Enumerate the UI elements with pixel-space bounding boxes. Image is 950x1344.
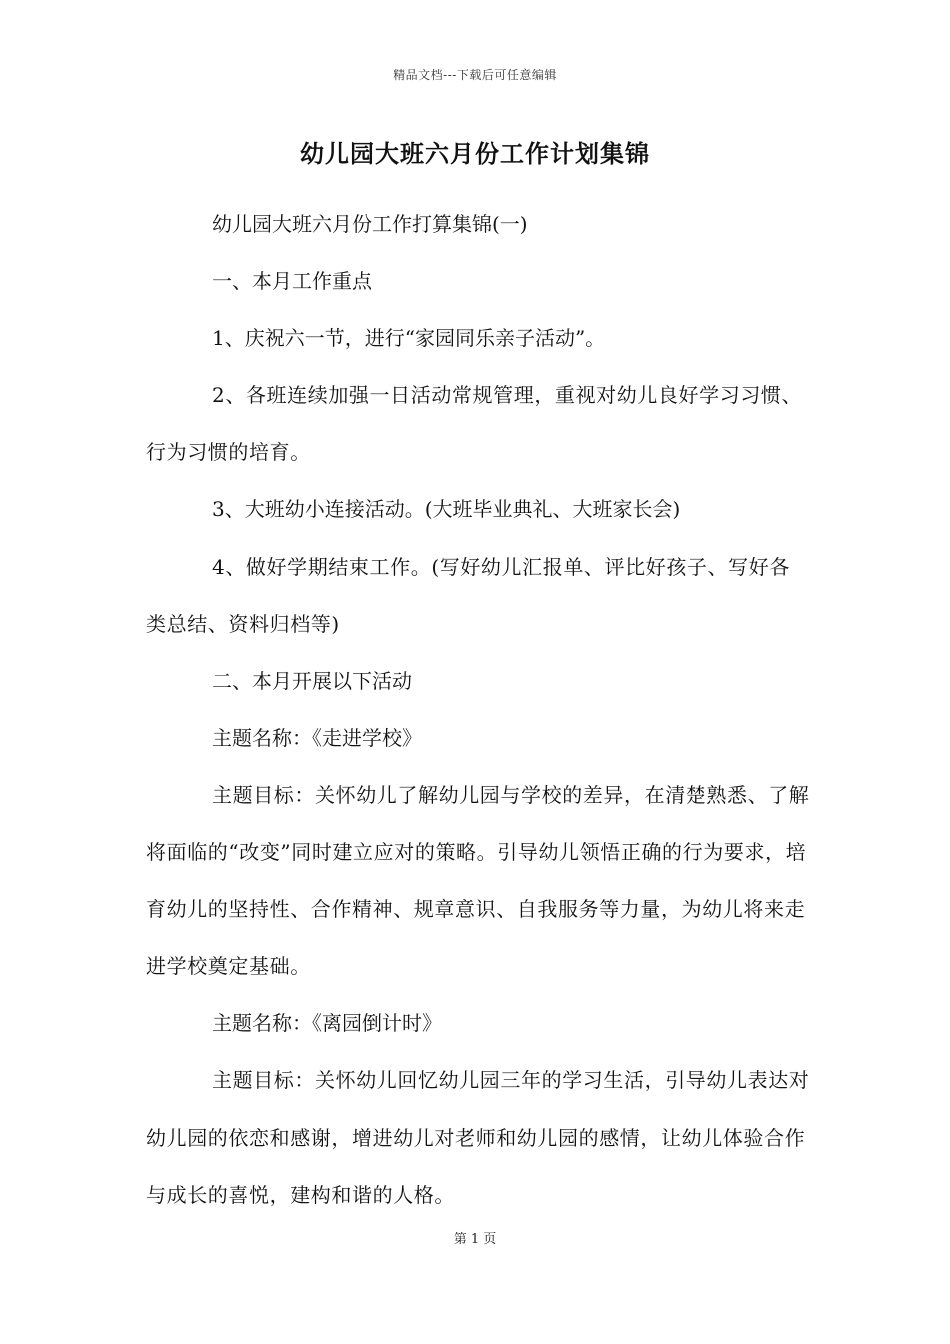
paragraph-theme-goal-2: 主题目标：关怀幼儿回忆幼儿园三年的学习生活，引导幼儿表达对幼儿园的依恋和感谢，增进幼儿对老师和幼儿园的感情，让幼儿体验合作与成长的喜悦，建构和谐的人格。 xyxy=(146,1068,810,1207)
paragraph-section-heading-1: 一、本月工作重点 xyxy=(212,269,372,294)
header-note: 精品文档---下载后可任意编辑 xyxy=(393,68,557,82)
paragraph-item-3: 3、大班幼小连接活动。(大班毕业典礼、大班家长会) xyxy=(212,497,681,522)
paragraph-theme-name-1: 主题名称：《走进学校》 xyxy=(212,725,422,750)
paragraph-item-1: 1、庆祝六一节，进行“家园同乐亲子活动”。 xyxy=(212,326,606,351)
document-title: 幼儿园大班六月份工作计划集锦 xyxy=(300,139,650,168)
paragraph-item-4: 4、做好学期结束工作。(写好幼儿汇报单、评比好孩子、写好各类总结、资料归档等) xyxy=(146,554,790,636)
paragraph-item-2: 2、各班连续加强一日活动常规管理，重视对幼儿良好学习习惯、行为习惯的培育。 xyxy=(146,383,803,465)
paragraph-theme-name-2: 主题名称：《离园倒计时》 xyxy=(212,1011,442,1036)
document-body xyxy=(146,196,810,1224)
page-number: 第 1 页 xyxy=(453,1232,497,1247)
paragraph-section-heading-2: 二、本月开展以下活动 xyxy=(212,668,412,693)
paragraph-theme-goal-1: 主题目标：关怀幼儿了解幼儿园与学校的差异，在清楚熟悉、了解将面临的“改变”同时建立应对的策略。引导幼儿领悟正确的行为要求，培育幼儿的坚持性、合作精神、规章意识、自我服务等力量，为幼儿将来走进学校奠定基础。 xyxy=(146,782,810,979)
paragraph-subtitle: 幼儿园大班六月份工作打算集锦(一) xyxy=(212,212,528,236)
